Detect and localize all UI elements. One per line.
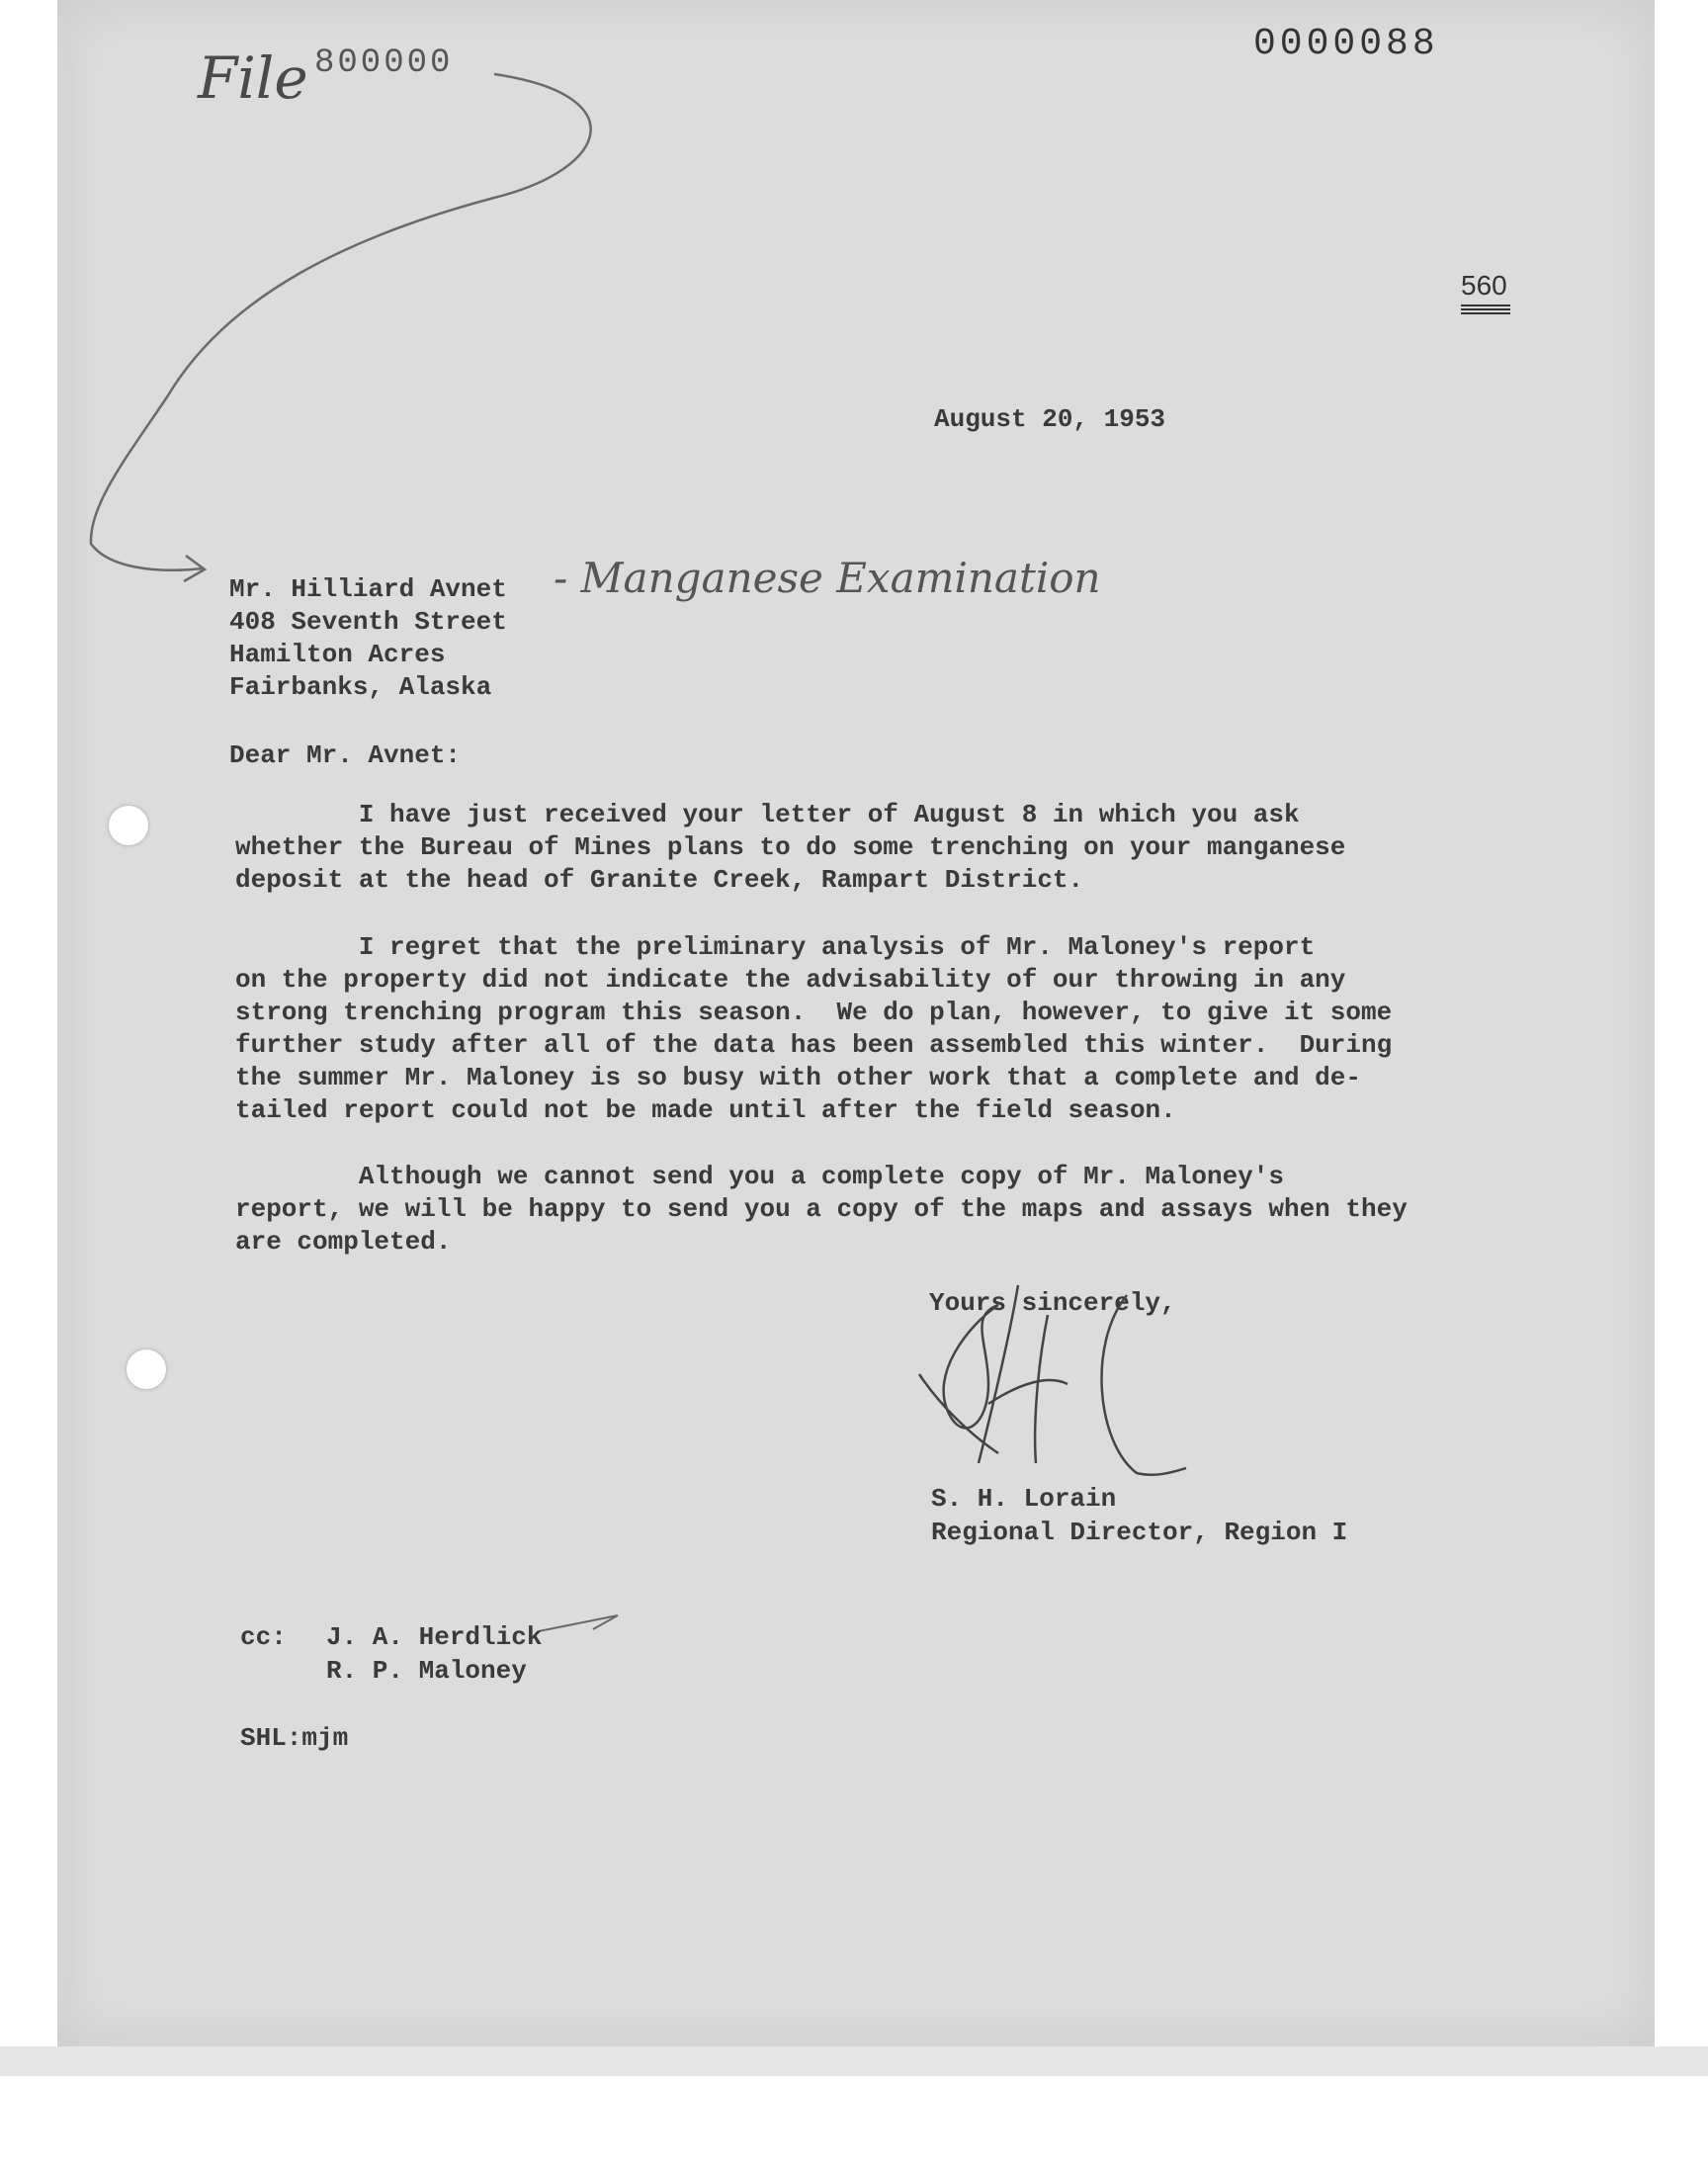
body-line: I have just received your letter of August 8 in which you ask xyxy=(235,800,1300,829)
closing: Yours sincerely, xyxy=(929,1288,1176,1318)
file-note: File xyxy=(198,44,308,112)
body-line: whether the Bureau of Mines plans to do some trenching on your manganese xyxy=(235,832,1346,862)
body-line: I regret that the preliminary analysis of Mr. Maloney's report xyxy=(235,932,1316,962)
body-line: are completed. xyxy=(235,1227,452,1257)
body-line: report, we will be happy to send you a copy of the maps and assays when they xyxy=(235,1194,1408,1224)
signer-name: S. H. Lorain xyxy=(931,1484,1117,1514)
subject-note: - Manganese Examination xyxy=(554,554,1101,602)
body-line: tailed report could not be made until after the field season. xyxy=(235,1095,1176,1125)
file-number-stamp: 800000 xyxy=(314,44,454,82)
body-line: strong trenching program this season. We do plan, however, to give it some xyxy=(235,998,1393,1027)
cc-recipient: J. A. Herdlick xyxy=(326,1622,543,1652)
body-line: Although we cannot send you a complete copy of Mr. Maloney's xyxy=(235,1162,1284,1191)
recipient-line: 408 Seventh Street xyxy=(229,607,507,637)
recipient-line: Hamilton Acres xyxy=(229,640,446,669)
document-number-stamp: 0000088 xyxy=(1253,23,1439,65)
body-line: deposit at the head of Granite Creek, Rampart District. xyxy=(235,865,1084,895)
body-line: further study after all of the data has been assembled this winter. During xyxy=(235,1030,1393,1060)
page-reference: 560 xyxy=(1461,270,1507,301)
salutation: Dear Mr. Avnet: xyxy=(229,740,462,770)
recipient-line: Fairbanks, Alaska xyxy=(229,672,492,702)
body-line: the summer Mr. Maloney is so busy with other work that a complete and de- xyxy=(235,1063,1361,1092)
cc-label: cc: xyxy=(240,1622,287,1652)
cc-recipient: R. P. Maloney xyxy=(326,1656,527,1686)
recipient-line: Mr. Hilliard Avnet xyxy=(229,574,507,604)
letter-date: August 20, 1953 xyxy=(934,404,1166,434)
signer-title: Regional Director, Region I xyxy=(931,1518,1348,1547)
body-line: on the property did not indicate the advisability of our throwing in any xyxy=(235,965,1346,995)
reference-initials: SHL:mjm xyxy=(240,1723,349,1753)
